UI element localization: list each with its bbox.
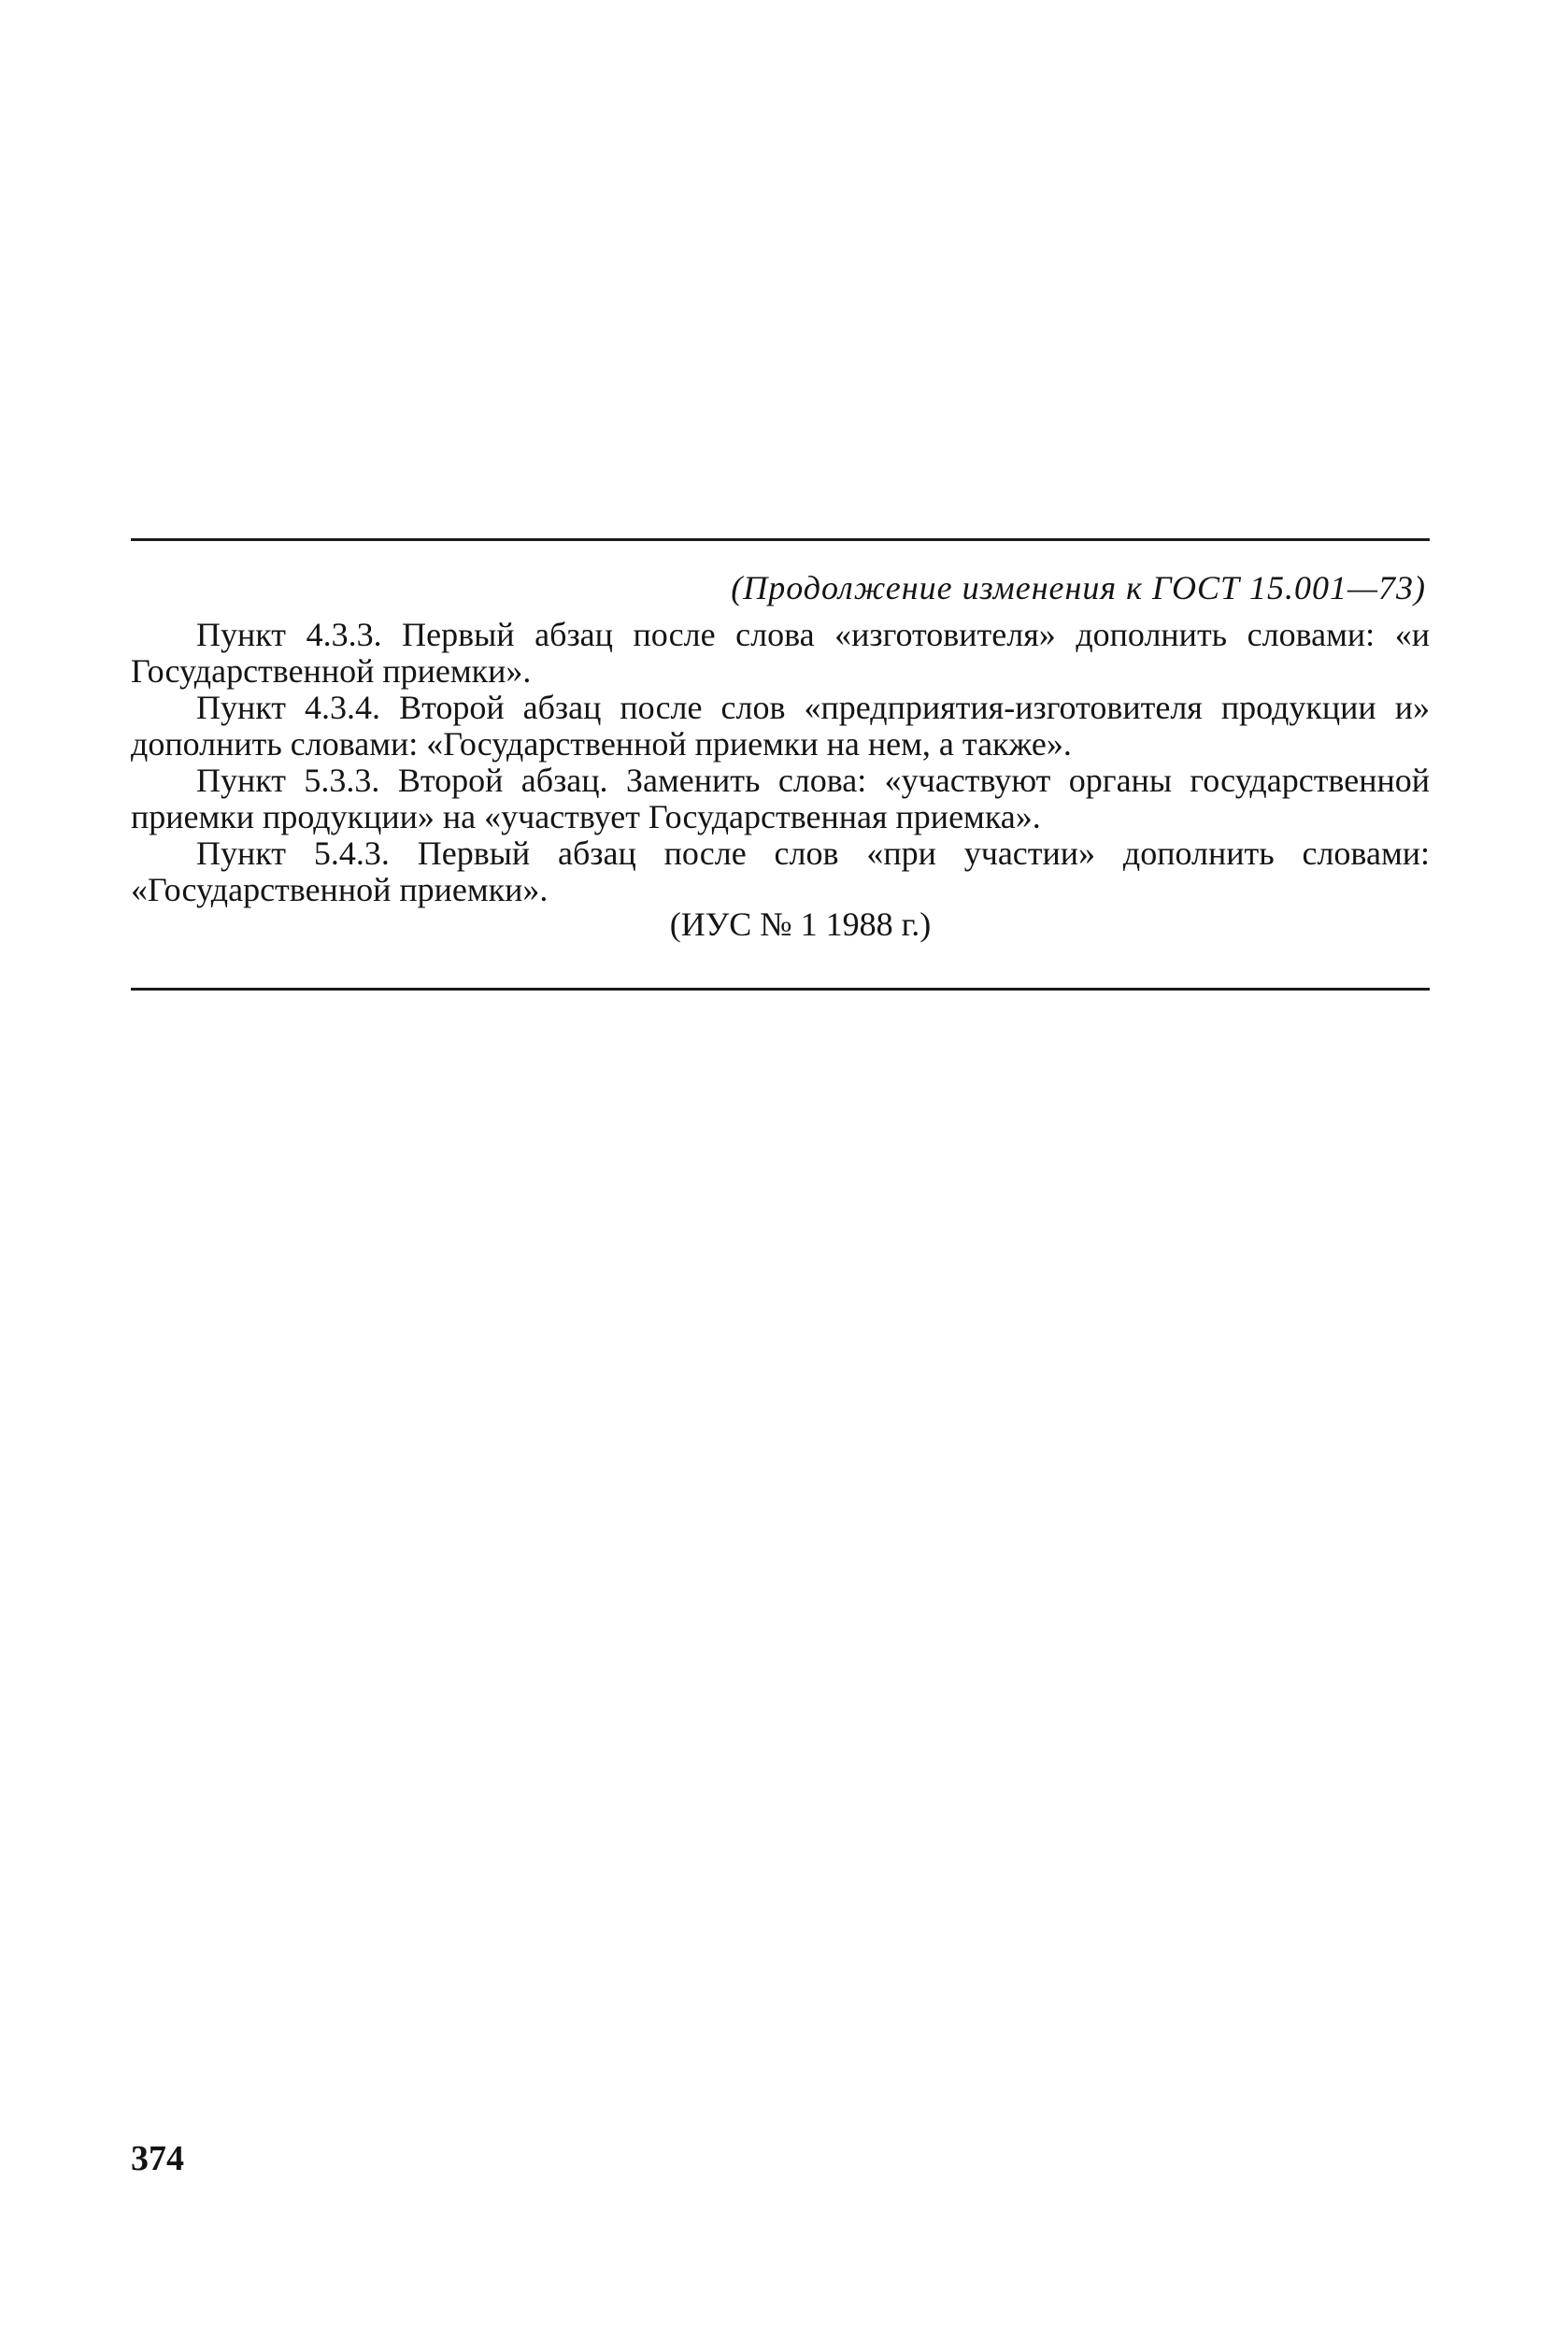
page-number: 374 (131, 2139, 184, 2178)
source-note (0, 905, 1568, 944)
amendment-paragraph-1: Пункт 4.3.3. Первый абзац после слова «изготовителя» дополнить словами: «и Государственной приемки». (131, 616, 1430, 690)
amendment-paragraph-3: Пункт 5.3.3. Второй абзац. Заменить слова: «участвуют органы государственной приемки продукции» на «участвует Государственная приемка». (131, 762, 1430, 835)
source-note-text: (ИУС № 1 1988 г.) (669, 906, 932, 943)
amendment-paragraph-4: Пункт 5.4.3. Первый абзац после слов «при участии» дополнить словами: «Государственной приемки». (131, 834, 1430, 908)
top-divider (131, 538, 1430, 541)
amendment-text (131, 617, 1430, 908)
bottom-divider (131, 988, 1430, 991)
continuation-heading: (Продолжение изменения к ГОСТ 15.001—73) (731, 569, 1426, 606)
amendment-paragraph-2: Пункт 4.3.4. Второй абзац после слов «предприятия-изготовителя продукции и» дополнить словами: «Государственной приемки на нем, а также». (131, 689, 1430, 763)
